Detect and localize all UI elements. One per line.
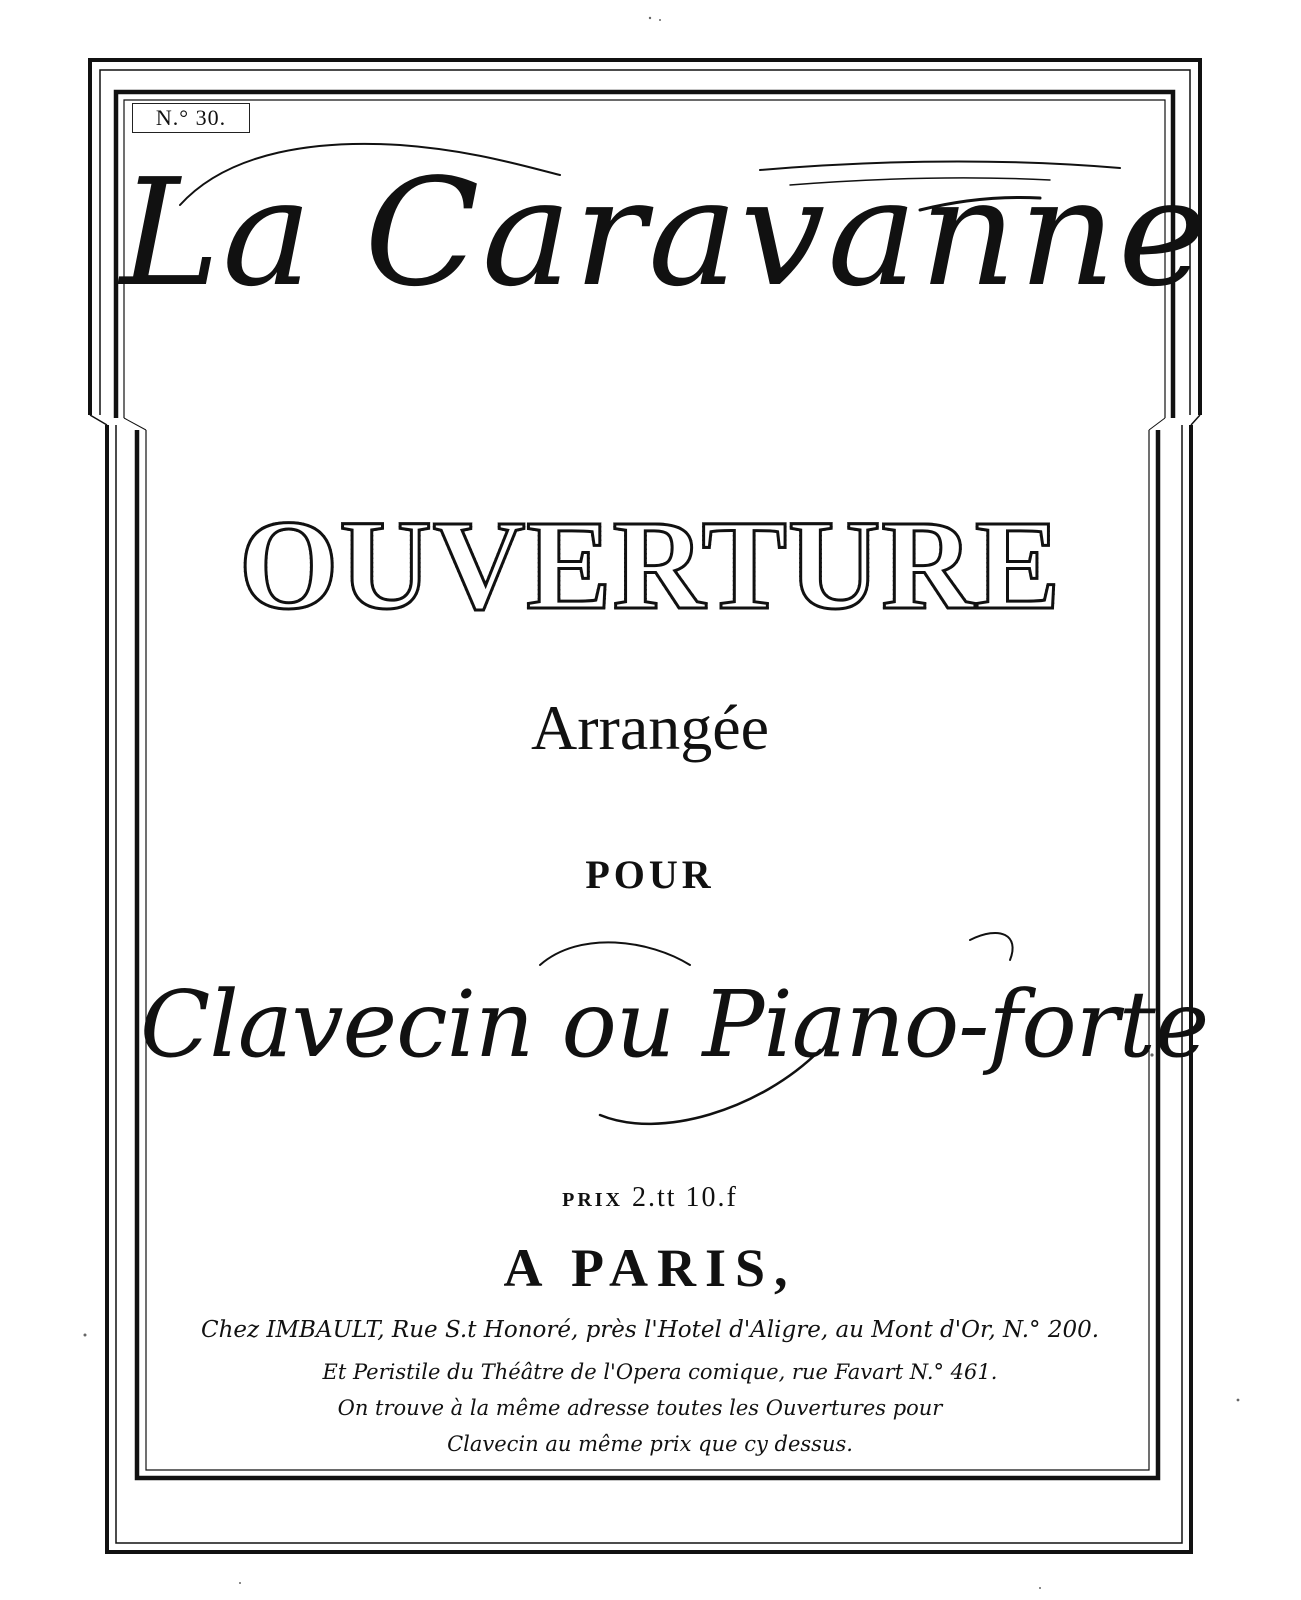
price-value: 2.tt 10.f [632,1182,738,1213]
publisher-address-line-2: Et Peristile du Théâtre de l'Opera comique, rue Favart N.° 461. [322,1360,998,1384]
price-label: PRIX [562,1189,623,1211]
publisher-note-line-4: Clavecin au même prix que cy dessus. [447,1432,853,1456]
price-line [400,1178,900,1218]
pour-label: POUR [585,852,715,897]
arrangee-subheading: Arrangée [530,692,770,763]
city-line: A PARIS, [503,1238,797,1298]
opera-title: La Caravanne [119,147,1210,319]
publisher-note-line-3: On trouve à la même adresse toutes les Ouvertures pour [337,1396,943,1420]
ouverture-heading: OUVERTURE [140,490,1160,640]
plate-number: N.° 30. [132,103,250,133]
publisher-address-line-1: Chez IMBAULT, Rue S.t Honoré, près l'Hotel d'Aligre, au Mont d'Or, N.° 200. [200,1317,1100,1343]
instrument-title: Clavecin ou Piano-forte [140,971,1209,1078]
